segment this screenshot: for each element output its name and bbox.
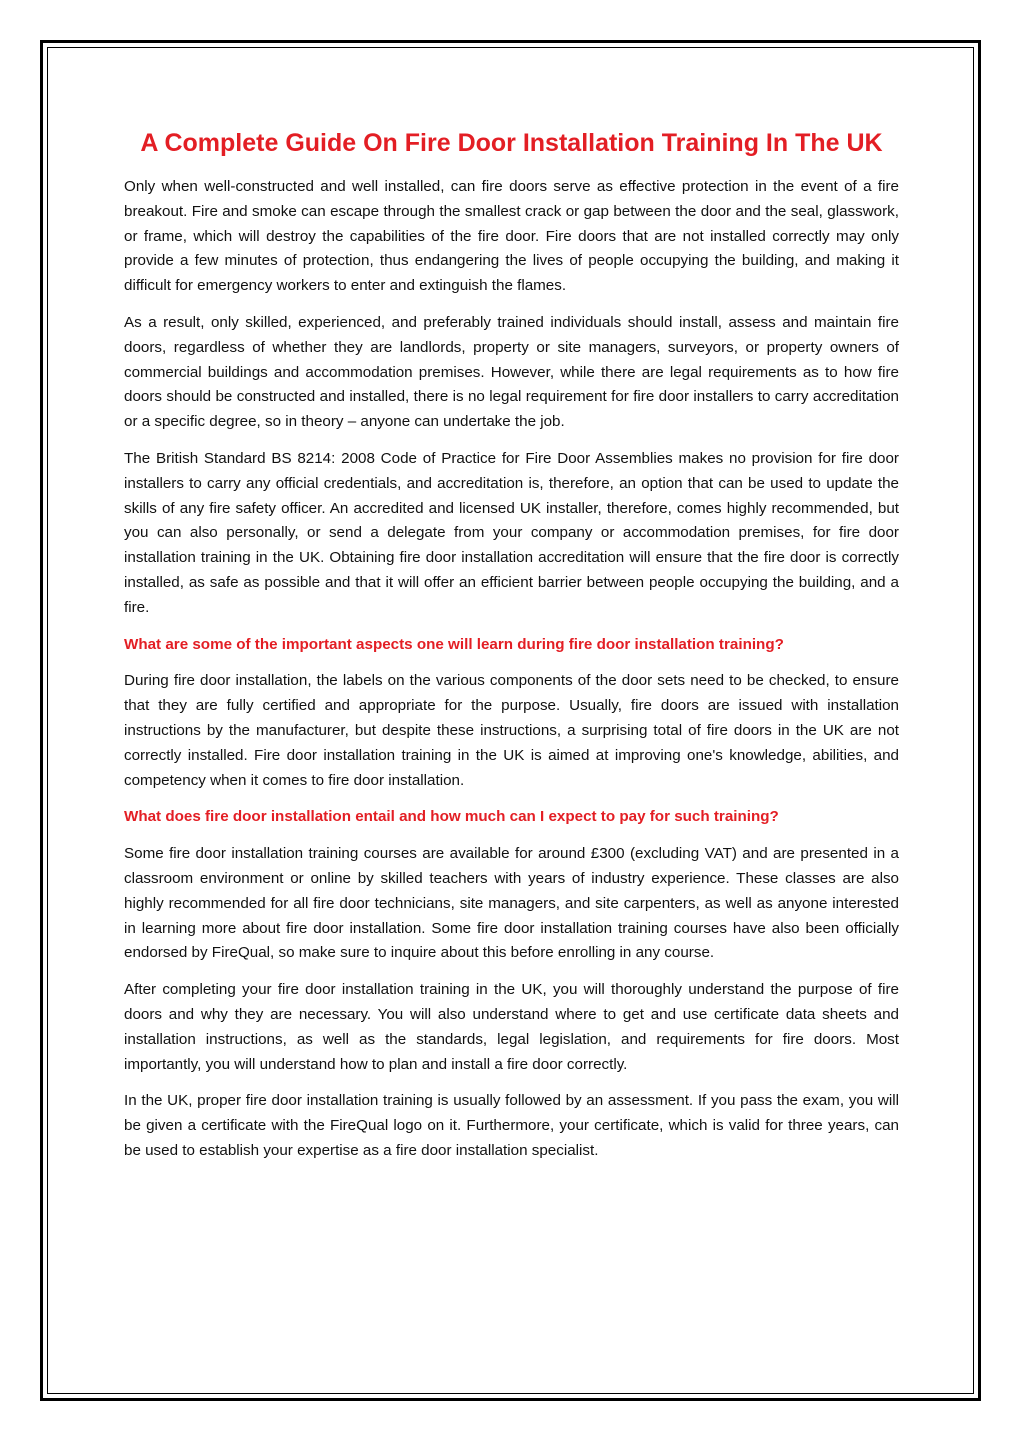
section-cost-paragraph-1: Some fire door installation training courses are available for around £300 (excluding VAT) and are presented in a classroom environment or online by skilled teachers with years of industry experience. These classes are also highly recommended for all fire door technicians, site managers, and site carpenters, as well as anyone interested in learning more about fire door installation. Some fire door installation training courses have also been officially endorsed by FireQual, so make sure to inquire about this before enrolling in any course.	[124, 845, 899, 962]
section-heading-cost: What does fire door installation entail and how much can I expect to pay for such training?	[124, 808, 779, 826]
document-body	[124, 124, 899, 1176]
section-cost-paragraph-2: After completing your fire door installation training in the UK, you will thoroughly understand the purpose of fire doors and why they are necessary. You will also understand where to get and use certificate data sheets and installation instructions, as well as the standards, legal legislation, and requirements for fire doors. Most importantly, you will understand how to plan and install a fire door correctly.	[124, 981, 899, 1073]
section-learn-paragraph: During fire door installation, the labels on the various components of the door sets need to be checked, to ensure that they are fully certified and appropriate for the purpose. Usually, fire doors are issued with installation instructions by the manufacturer, but despite these instructions, a surprising total of fire doors in the UK are not correctly installed. Fire door installation training in the UK is aimed at improving one's knowledge, abilities, and competency when it comes to fire door installation.	[124, 672, 899, 789]
intro-paragraph-2: As a result, only skilled, experienced, and preferably trained individuals should install, assess and maintain fire doors, regardless of whether they are landlords, property or site managers, surveyors, or property owners of commercial buildings and accommodation premises. However, while there are legal requirements as to how fire doors should be constructed and installed, there is no legal requirement for fire door installers to carry accreditation or a specific degree, so in theory – anyone can undertake the job.	[124, 313, 899, 431]
intro-paragraph-3: The British Standard BS 8214: 2008 Code of Practice for Fire Door Assemblies makes no provision for fire door installers to carry any official credentials, and accreditation is, therefore, an option that can be used to update the skills of any fire safety officer. An accredited and licensed UK installer, therefore, comes highly recommended, but you can also personally, or send a delegate from your company or accommodation premises, for fire door installation training in the UK. Obtaining fire door installation accreditation will ensure that the fire door is correctly installed, as safe as possible and that it will offer an efficient barrier between people occupying the building, and a fire.	[124, 449, 899, 616]
intro-paragraph-1: Only when well-constructed and well installed, can fire doors serve as effective protection in the event of a fire breakout. Fire and smoke can escape through the smallest crack or gap between the door and the seal, glasswork, or frame, which will destroy the capabilities of the fire door. Fire doors that are not installed correctly may only provide a few minutes of protection, thus endangering the lives of people occupying the building, and making it difficult for emergency workers to enter and extinguish the flames.	[124, 178, 899, 295]
document-title: A Complete Guide On Fire Door Installation Training In The UK	[140, 129, 883, 157]
section-heading-learn: What are some of the important aspects one will learn during fire door installation training?	[124, 635, 784, 653]
section-cost-paragraph-3: In the UK, proper fire door installation training is usually followed by an assessment. If you pass the exam, you will be given a certificate with the FireQual logo on it. Furthermore, your certificate, which is valid for three years, can be used to establish your expertise as a fire door installation specialist.	[124, 1092, 899, 1159]
